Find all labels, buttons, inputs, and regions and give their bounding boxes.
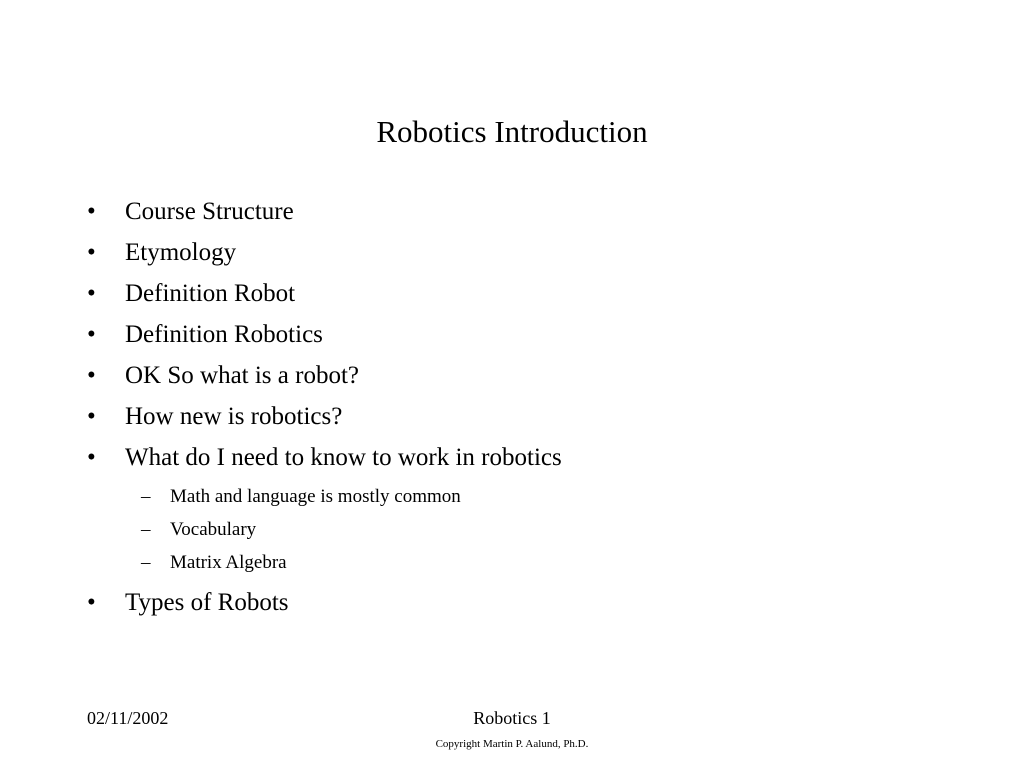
sub-text-matrix-algebra: Matrix Algebra (170, 552, 287, 573)
bullet-mark: • (87, 280, 96, 307)
bullet-mark: • (87, 198, 96, 225)
bullet-item (87, 275, 562, 316)
bullet-list (87, 193, 562, 625)
footer-date: 02/11/2002 (87, 708, 169, 728)
slide-title: Robotics Introduction (376, 114, 648, 149)
bullet-item (87, 584, 562, 625)
footer-copyright: Copyright Martin P. Aalund, Ph.D. (435, 738, 589, 750)
bullet-text-etymology: Etymology (125, 239, 237, 266)
bullet-mark: • (87, 403, 96, 430)
bullet-mark: • (87, 589, 96, 616)
sub-item (87, 513, 562, 546)
bullet-mark: • (87, 239, 96, 266)
sub-list (87, 480, 562, 579)
bullet-text-definition-robotics: Definition Robotics (125, 321, 323, 348)
bullet-text-what-is-a-robot: OK So what is a robot? (125, 362, 359, 389)
sub-text-math-language: Math and language is mostly common (170, 486, 461, 507)
bullet-item (87, 316, 562, 357)
bullet-mark: • (87, 444, 96, 471)
sub-list-container (87, 480, 562, 579)
bullet-mark: • (87, 321, 96, 348)
bullet-text-definition-robot: Definition Robot (125, 280, 296, 307)
bullet-item (87, 439, 562, 480)
sub-text-vocabulary: Vocabulary (170, 519, 257, 540)
bullet-item (87, 193, 562, 234)
dash-mark: – (141, 519, 151, 540)
bullet-mark: • (87, 362, 96, 389)
bullet-item (87, 357, 562, 398)
bullet-item (87, 234, 562, 275)
sub-item (87, 546, 562, 579)
dash-mark: – (141, 552, 151, 573)
footer-slide-label: Robotics 1 (473, 708, 551, 728)
sub-item (87, 480, 562, 513)
bullet-item (87, 398, 562, 439)
dash-mark: – (141, 486, 151, 507)
bullet-text-course-structure: Course Structure (125, 198, 294, 225)
bullet-text-need-to-know: What do I need to know to work in robotics (125, 444, 562, 471)
bullet-text-how-new: How new is robotics? (125, 403, 343, 430)
bullet-text-types-of-robots: Types of Robots (125, 589, 289, 616)
